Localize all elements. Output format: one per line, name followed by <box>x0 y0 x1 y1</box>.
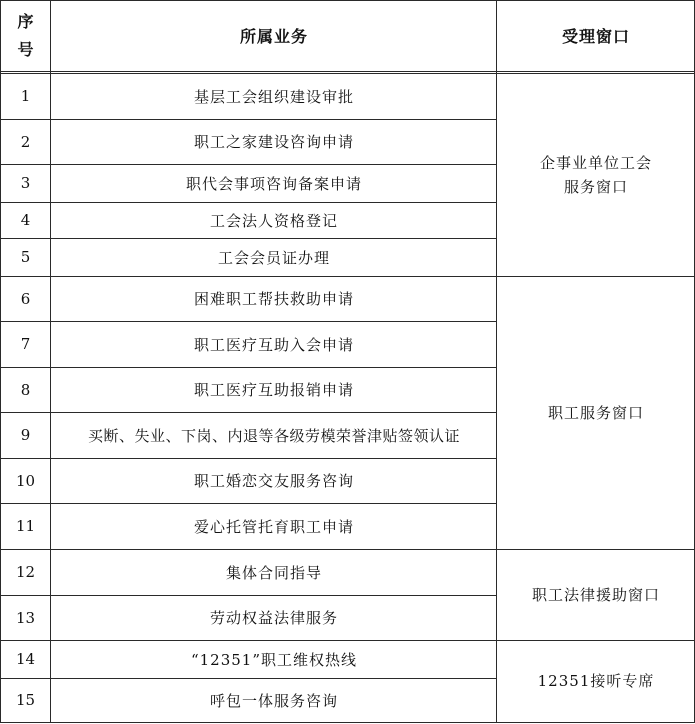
column-divider <box>50 0 51 723</box>
row-divider <box>0 119 497 120</box>
row-number: 1 <box>20 87 31 105</box>
header-business: 所属业务 <box>239 27 308 46</box>
window-line: 职工服务窗口 <box>547 403 644 422</box>
header-window: 受理窗口 <box>561 27 630 46</box>
business-cell: 爱心托管托育职工申请 <box>193 517 354 536</box>
row-number: 6 <box>20 289 31 308</box>
header-seq-line2: 号 <box>17 39 34 59</box>
row-number: 11 <box>15 517 36 535</box>
header-divider <box>0 73 695 74</box>
table-border-top <box>0 0 695 1</box>
row-number: 14 <box>15 650 36 668</box>
row-number: 2 <box>20 132 31 151</box>
business-cell: 工会会员证办理 <box>217 248 330 267</box>
business-cell: 集体合同指导 <box>225 563 322 582</box>
row-divider <box>0 321 497 322</box>
row-number: 15 <box>15 691 36 709</box>
row-divider <box>0 595 497 596</box>
business-cell: 职代会事项咨询备案申请 <box>185 174 362 193</box>
business-cell: 困难职工帮扶救助申请 <box>193 290 354 308</box>
group-divider <box>0 549 695 550</box>
window-cell-hotline <box>497 640 695 722</box>
business-cell: 工会法人资格登记 <box>209 211 338 230</box>
business-cell: 买断、失业、下岗、内退等各级劳模荣誉津贴签领认证 <box>87 426 460 445</box>
row-divider <box>0 458 497 459</box>
table-border-bottom <box>0 722 695 723</box>
row-number: 8 <box>20 380 31 399</box>
business-cell: 职工医疗互助报销申请 <box>193 381 354 399</box>
window-line: 服务窗口 <box>563 177 628 196</box>
window-cell-enterprise <box>497 73 695 276</box>
row-number: 3 <box>20 174 31 192</box>
header-seq-line1: 序 <box>17 11 34 31</box>
table-border-left <box>0 0 1 723</box>
row-divider <box>0 367 497 368</box>
row-divider <box>0 503 497 504</box>
row-number: 12 <box>15 563 36 581</box>
group-divider <box>0 276 695 277</box>
business-cell: 职工婚恋交友服务咨询 <box>193 472 354 490</box>
group-divider <box>0 640 695 641</box>
business-cell: 劳动权益法律服务 <box>209 609 338 627</box>
header-divider <box>0 71 695 72</box>
window-line: 职工法律援助窗口 <box>531 585 660 604</box>
row-number: 7 <box>20 335 31 353</box>
row-number: 13 <box>15 608 36 627</box>
row-divider <box>0 164 497 165</box>
header-seq <box>0 0 51 71</box>
window-line: 企事业单位工会 <box>539 153 652 172</box>
business-cell: “12351”职工维权热线 <box>190 650 358 669</box>
row-divider <box>0 202 497 203</box>
window-cell-legal-aid <box>497 549 695 640</box>
business-cell: 职工之家建设咨询申请 <box>193 133 354 151</box>
row-number: 4 <box>20 211 31 229</box>
row-divider <box>0 238 497 239</box>
business-cell: 职工医疗互助入会申请 <box>193 335 354 354</box>
business-cell: 基层工会组织建设审批 <box>193 87 354 106</box>
window-line: 12351接听专席 <box>537 672 655 690</box>
row-number: 5 <box>20 248 31 266</box>
row-divider <box>0 678 497 679</box>
row-divider <box>0 412 497 413</box>
row-number: 10 <box>15 471 36 490</box>
business-cell: 呼包一体服务咨询 <box>209 691 338 710</box>
row-number: 9 <box>20 426 31 444</box>
column-divider <box>496 0 497 723</box>
window-cell-employee-service <box>497 276 695 549</box>
